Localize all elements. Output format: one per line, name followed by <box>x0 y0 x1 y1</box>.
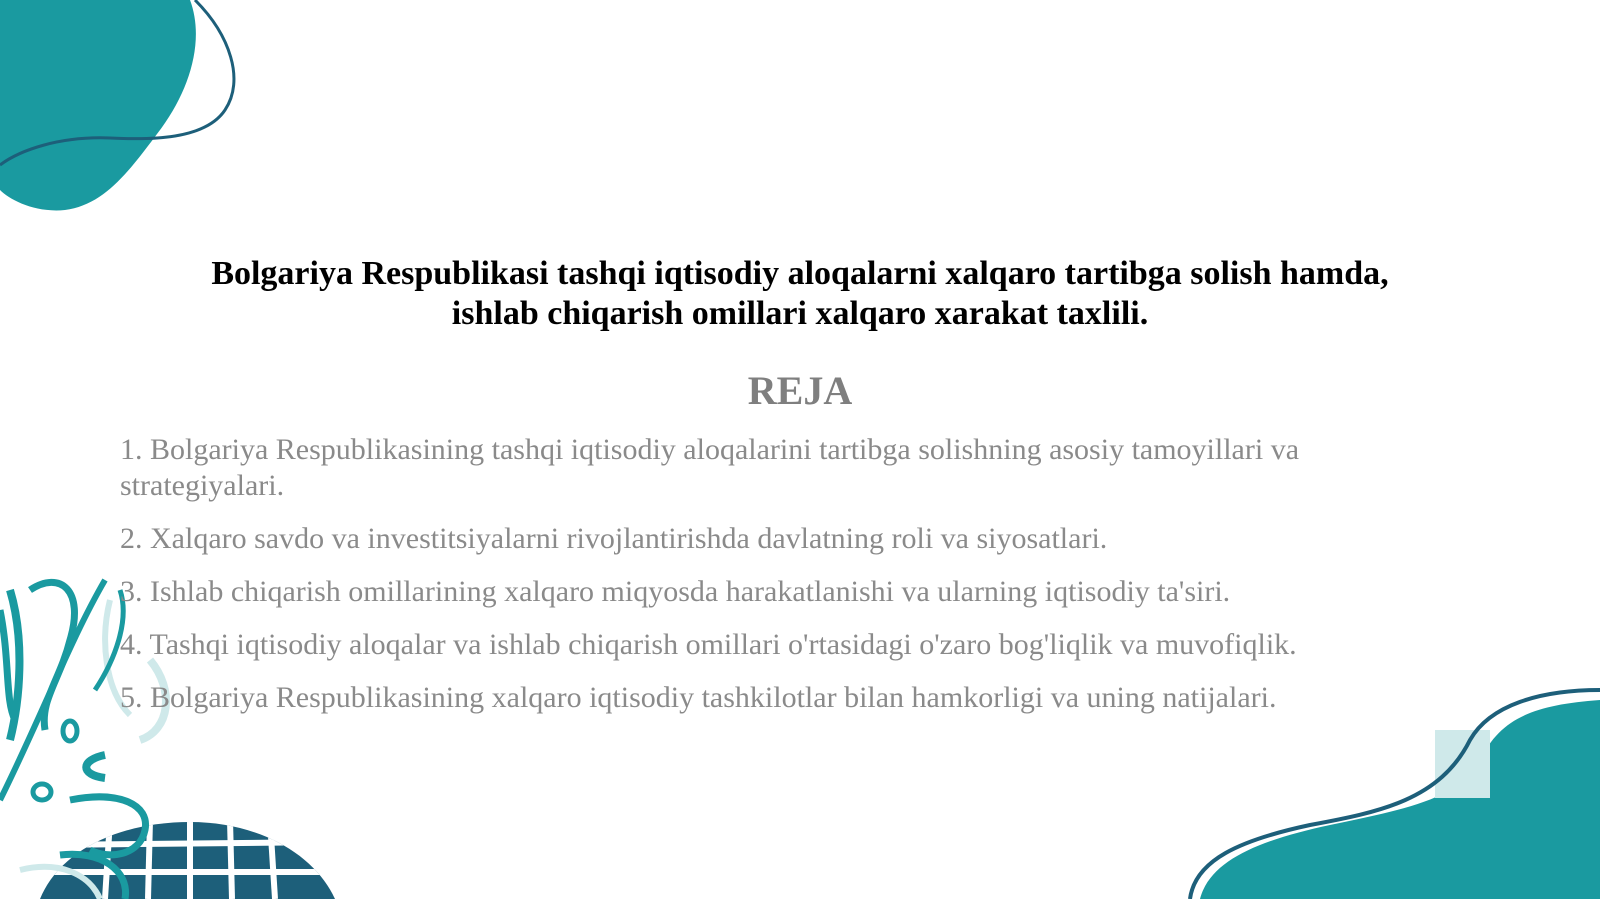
plan-heading: REJA <box>747 368 853 413</box>
plan-list <box>120 432 1440 733</box>
plan-item-5: 5. Bolgariya Respublikasining xalqaro iqtisodiy tashkilotlar bilan hamkorligi va uning natijalari. <box>120 681 1277 714</box>
slide-title <box>140 254 1460 334</box>
bottom-left-grid-circle <box>40 820 335 899</box>
plan-item-1: 1. Bolgariya Respublikasining tashqi iqtisodiy aloqalarini tartibga solishning asosiy tamoyillari va strategiyalari. <box>120 433 1300 502</box>
plan-item-3: 3. Ishlab chiqarish omillarining xalqaro miqyosda harakatlanishi va ularning iqtisodiy ta'siri. <box>120 575 1231 608</box>
title-line-1: Bolgariya Respublikasi tashqi iqtisodiy aloqalarni xalqaro tartibga solish hamda, <box>211 255 1389 292</box>
title-line-2: ishlab chiqarish omillari xalqaro xarakat taxlili. <box>451 295 1149 332</box>
plan-item-4: 4. Tashqi iqtisodiy aloqalar va ishlab chiqarish omillari o'rtasidagi o'zaro bog'liqlik va muvofiqlik. <box>120 628 1297 661</box>
top-left-teal-blob <box>0 0 234 210</box>
plan-item-2: 2. Xalqaro savdo va investitsiyalarni rivojlantirishda davlatning roli va siyosatlari. <box>120 522 1108 555</box>
